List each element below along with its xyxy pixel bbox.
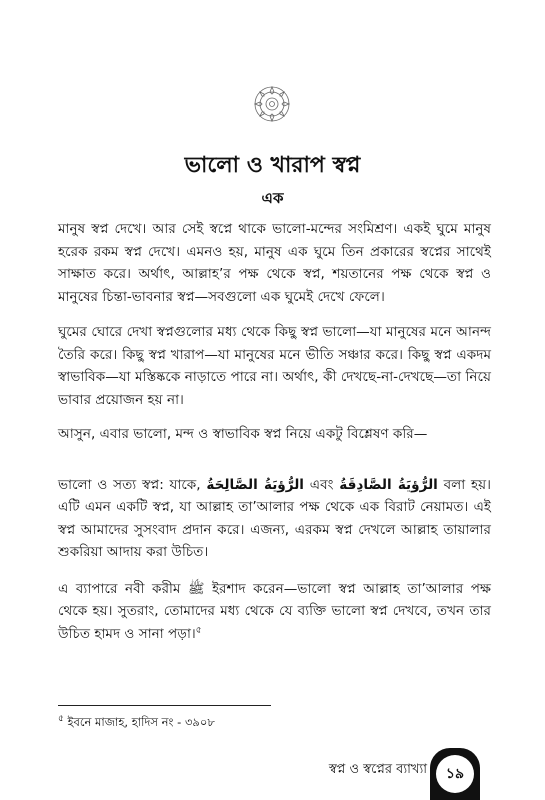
- body-text: [58, 218, 491, 660]
- footnote-text: ইবনে মাজাহ, হাদিস নং - ৩৯০৮: [67, 715, 215, 729]
- arabic-term-sadiqah: الرُّؤيَةُ الصَّادِقَةُ: [339, 476, 438, 493]
- paragraph-4-text-a: ভালো ও সত্য স্বপ্ন: যাকে,: [58, 476, 201, 493]
- floral-ornament-icon: [252, 84, 292, 124]
- paragraph-4-text-b: এবং: [309, 476, 334, 493]
- paragraph-5-text: এ ব্যাপারে নবী করীম ﷺ ইরশাদ করেন—ভালো স্বপ্ন আল্লাহ তা’আলার পক্ষ থেকে হয়। সুতরাং, তোমাদের মধ্য থেকে যে ব্যক্তি ভালো স্বপ্ন দেখবে, তখন তার উচিত হামদ ও সানা পড়া।: [58, 580, 491, 642]
- footnote-divider: [58, 705, 271, 706]
- paragraph-3: আসুন, এবার ভালো, মন্দ ও স্বাভাবিক স্বপ্ন নিয়ে একটু বিশ্লেষণ করি—: [58, 426, 428, 442]
- chapter-title: ভালো ও খারাপ স্বপ্ন: [184, 153, 361, 178]
- paragraph-4: [58, 474, 491, 564]
- footnote-reference[interactable]: ৫: [195, 624, 202, 635]
- paragraph-5: [58, 578, 491, 646]
- footnote-marker: ৫: [58, 714, 64, 725]
- arabic-term-salihah: الرُّؤيَةُ الصَّالِحَةُ: [206, 476, 304, 493]
- paragraph-2: ঘুমের ঘোরে দেখা স্বপ্নগুলোর মধ্য থেকে কিছু স্বপ্ন ভালো—যা মানুষের মনে আনন্দ তৈরি করে। কিছু স্বপ্ন খারাপ—যা মানুষের মনে ভীতি সঞ্চার করে। কিছু স্বপ্ন একদম স্বাভাবিক—যা মস্তিষ্ককে নাড়াতে পারে না। অর্থাৎ, কী দেখছে-না-দেখছে—তা নিয়ে ভাবার প্রয়োজন হয় না।: [58, 324, 491, 408]
- paragraph-4-text-c: বলা হয়। এটি এমন একটি স্বপ্ন, যা আল্লাহ তা’আলার পক্ষ থেকে এক বিরাট নেয়ামত। এই স্বপ্ন আমাদের সুসংবাদ প্রদান করে। এজন্য, এরকম স্বপ্ন দেখলে আল্লাহ তায়ালার শুকরিয়া আদায় করা উচিত।: [58, 476, 492, 560]
- section-subtitle: এক: [261, 189, 284, 207]
- page-number: ১৯: [436, 755, 474, 793]
- footnote: [58, 714, 215, 733]
- paragraph-1: মানুষ স্বপ্ন দেখে। আর সেই স্বপ্নে থাকে ভালো-মন্দের সংমিশ্রণ। একই ঘুমে মানুষ হরেক রকম স্বপ্ন দেখে। এমনও হয়, মানুষ এক ঘুমে তিন প্রকারের স্বপ্নের সাথেই সাক্ষাত করে। অর্থাৎ, আল্লাহ’র পক্ষ থেকে স্বপ্ন, শয়তানের পক্ষ থেকে স্বপ্ন ও মানুষের চিন্তা-ভাবনার স্বপ্ন—সবগুলো এক ঘুমেই দেখে ফেলে।: [58, 221, 491, 305]
- running-footer-title: স্বপ্ন ও স্বপ্নের ব্যাখ্যা: [328, 762, 427, 777]
